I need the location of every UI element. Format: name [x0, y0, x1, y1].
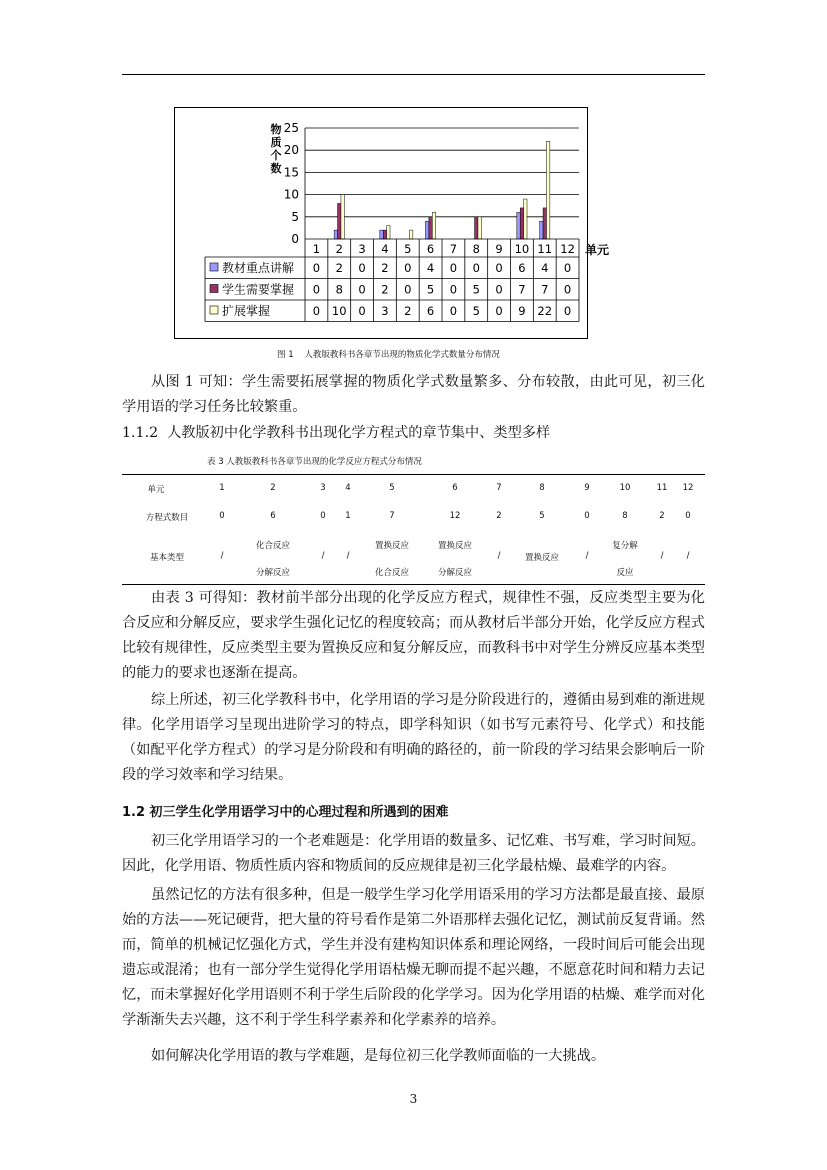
x-tick-label: 9 — [495, 242, 503, 256]
y-axis-label-char: 数 — [270, 162, 282, 175]
section-heading-1-2: 1.2 初三学生化学用语学习中的心理过程和所遇到的困难 — [122, 805, 449, 820]
y-tick-label: 20 — [283, 143, 299, 158]
x-tick-label: 8 — [472, 242, 480, 256]
table-cell: 0 — [320, 511, 326, 521]
data-label: 0 — [563, 261, 572, 275]
y-tick-label: 25 — [283, 121, 299, 135]
bar — [475, 217, 478, 239]
table-cell: 置换反应 — [437, 541, 473, 551]
data-label: 0 — [358, 304, 366, 318]
table-cell: 0 — [219, 511, 225, 521]
table-header-cell: 3 — [320, 483, 326, 493]
table-cell: 分解反应 — [255, 568, 291, 578]
data-label: 0 — [449, 282, 458, 297]
data-label: 22 — [537, 304, 553, 318]
table-cell: 5 — [539, 511, 545, 521]
legend-swatch — [210, 306, 218, 314]
table-header-cell: 8 — [539, 483, 545, 493]
bar — [425, 221, 428, 239]
paragraph-4: 初三化学用语学习的一个老难题是：化学用语的数量多、记忆难、书写难，学习时间短。因此，化学用语、物质性质内容和物质间的反应规律是初三化学最枯燥、最难学的内容。 — [122, 833, 705, 874]
table-cell: 7 — [389, 511, 395, 521]
table-cell: 化合反应 — [255, 541, 291, 551]
data-label: 0 — [495, 282, 503, 297]
x-tick-label: 10 — [514, 242, 530, 256]
x-tick-label: 11 — [537, 242, 553, 256]
paragraph-1: 从图 1 可知：学生需要拓展掌握的物质化学式数量繁多、分布较散，由此可见，初三化学用语的学习任务比较繁重。 — [122, 374, 705, 415]
data-label: 6 — [426, 304, 435, 318]
data-label: 0 — [404, 261, 412, 275]
legend-label: 学生需要掌握 — [222, 282, 295, 297]
table-top-rule — [122, 474, 705, 475]
table-cell: 6 — [270, 511, 276, 521]
data-label: 6 — [518, 261, 526, 275]
table-cell: 分解反应 — [437, 568, 473, 578]
bar — [338, 203, 341, 239]
paragraph-3: 综上所述，初三化学教科书中，化学用语的学习是分阶段进行的，遵循由易到难的渐进规律。化学用语学习呈现出进阶学习的特点，即学科知识（如书写元素符号、化学式）和技能（如配平化学方程式）的学习是分阶段和有明确的路径的，前一阶段的学习结果会影响后一阶段的学习效率和学习结果。 — [122, 692, 705, 783]
table-cell: / — [220, 551, 224, 561]
table-cell: 2 — [659, 511, 665, 521]
data-label: 4 — [426, 261, 435, 275]
table-header-cell: 10 — [619, 483, 631, 493]
table-header-cell: 12 — [682, 483, 694, 493]
table-cell: 0 — [584, 511, 590, 521]
data-label: 0 — [472, 261, 480, 275]
data-label: 10 — [331, 304, 347, 318]
bar — [546, 141, 549, 239]
table-cell: 复分解 — [612, 541, 638, 551]
data-label: 0 — [495, 261, 503, 275]
legend-swatch — [210, 285, 218, 293]
table-cell: / — [660, 551, 664, 561]
data-label: 4 — [541, 261, 549, 275]
bar — [524, 199, 527, 239]
x-tick-label: 1 — [312, 242, 321, 256]
table-header-cell: 9 — [584, 483, 590, 493]
data-label: 2 — [404, 304, 412, 318]
data-label: 0 — [312, 304, 321, 318]
data-label: 3 — [381, 304, 389, 318]
table-row-label: 基本类型 — [149, 553, 185, 563]
figure-1-chart — [0, 0, 827, 345]
data-label: 0 — [404, 282, 412, 297]
table-header-cell: 5 — [389, 483, 395, 493]
bar — [432, 212, 435, 239]
y-axis-label-char: 物 — [270, 123, 282, 136]
table-cell: / — [686, 551, 690, 561]
data-label: 7 — [518, 282, 526, 297]
table-cell: 置换反应 — [524, 553, 560, 563]
table-header-label: 单元 — [147, 485, 165, 495]
bar — [387, 226, 390, 239]
data-label: 0 — [312, 261, 321, 275]
y-tick-label: 10 — [283, 187, 299, 202]
data-label: 0 — [449, 261, 458, 275]
table-header-cell: 4 — [345, 483, 351, 493]
bar — [540, 221, 543, 239]
figure-caption: 图 1 人教版教科书各章节出现的物质化学式数量分布情况 — [277, 350, 500, 360]
data-label: 5 — [472, 282, 480, 297]
table-3-caption: 表 3 人教版教科书各章节出现的化学反应方程式分布情况 — [207, 457, 422, 467]
bar — [543, 208, 546, 239]
paragraph-6: 如何解决化学用语的教与学难题，是每位初三化学教师面临的一大挑战。 — [151, 1048, 606, 1064]
table-bottom-rule — [122, 584, 705, 585]
table-cell: / — [585, 551, 589, 561]
data-label: 0 — [563, 282, 572, 297]
data-label: 0 — [358, 282, 366, 297]
x-tick-label: 2 — [335, 242, 343, 256]
legend-swatch — [210, 263, 218, 271]
table-cell: 置换反应 — [374, 541, 410, 551]
y-axis-label-char: 个 — [270, 149, 282, 162]
x-axis-label: 单元 — [585, 243, 610, 257]
x-tick-label: 12 — [560, 242, 575, 256]
data-label: 0 — [563, 304, 572, 318]
data-label: 9 — [518, 304, 526, 318]
table-cell: 化合反应 — [374, 568, 410, 578]
x-tick-label: 6 — [426, 242, 435, 256]
y-tick-label: 0 — [291, 232, 299, 246]
data-label: 7 — [541, 282, 549, 297]
data-label: 5 — [472, 304, 480, 318]
data-label: 5 — [426, 282, 435, 297]
table-cell: 12 — [449, 511, 461, 521]
data-label: 0 — [358, 261, 366, 275]
table-cell: / — [321, 551, 325, 561]
legend-label: 扩展掌握 — [222, 304, 271, 318]
x-tick-label: 5 — [404, 242, 412, 256]
data-label: 2 — [381, 282, 389, 297]
table-cell: / — [497, 551, 501, 561]
bar — [520, 208, 523, 239]
y-tick-label: 15 — [283, 165, 299, 180]
bar — [409, 230, 412, 239]
data-label: 0 — [312, 282, 321, 297]
data-label: 2 — [381, 261, 389, 275]
table-cell: 0 — [685, 511, 691, 521]
bar — [383, 230, 386, 239]
data-label: 0 — [449, 304, 458, 318]
data-label: 8 — [335, 282, 343, 297]
legend-label: 教材重点讲解 — [222, 261, 295, 275]
table-header-cell: 2 — [270, 483, 276, 493]
table-row-label: 方程式数目 — [145, 513, 189, 523]
table-header-cell: 11 — [656, 483, 668, 493]
y-axis-label-char: 质 — [270, 136, 282, 149]
x-tick-label: 4 — [381, 242, 389, 256]
paragraph-5: 虽然记忆的方法有很多种，但是一般学生学习化学用语采用的学习方法都是最直接、最原始的方法——死记硬背，把大量的符号看作是第二外语那样去强化记忆，测试前反复背诵。然而，简单的机械记忆强化方式，学生并没有建构知识体系和理论网络，一段时间后可能会出现遗忘或混淆；也有一部分学生觉得化学用语枯燥无聊而提不起兴趣，不愿意花时间和精力去记忆，而未掌握好化学用语则不利于学生后阶段的化学学习。因为化学用语的枯燥、难学而对化学渐渐失去兴趣，这不利于学生科学素养和化学素养的培养。 — [122, 887, 705, 1028]
x-tick-label: 3 — [358, 242, 366, 256]
data-label: 2 — [335, 261, 343, 275]
bar — [478, 217, 481, 239]
bar — [429, 217, 432, 239]
bar — [334, 230, 337, 239]
data-label: 0 — [495, 304, 503, 318]
table-cell: / — [346, 551, 350, 561]
section-heading-1-1-2: 1.1.2 人教版初中化学教科书出现化学方程式的章节集中、类型多样 — [122, 425, 551, 441]
table-cell: 1 — [345, 511, 351, 521]
table-header-cell: 6 — [452, 483, 458, 493]
table-cell: 2 — [496, 511, 502, 521]
bar — [517, 212, 520, 239]
bar — [380, 230, 383, 239]
x-tick-label: 7 — [449, 242, 458, 256]
table-header-cell: 7 — [496, 483, 502, 493]
paragraph-2: 由表 3 可得知：教材前半部分出现的化学反应方程式，规律性不强，反应类型主要为化合反应和分解反应，要求学生强化记忆的程度较高；而从教材后半部分开始，化学反应方程式比较有规律性，反应类型主要为置换反应和复分解反应，而教科书中对学生分辨反应基本类型的能力的要求也逐渐在提高。 — [122, 590, 705, 681]
y-tick-label: 5 — [291, 209, 299, 224]
table-header-cell: 1 — [219, 483, 225, 493]
page-number: 3 — [409, 1092, 418, 1106]
bar — [341, 195, 344, 239]
table-cell: 8 — [622, 511, 628, 521]
table-cell: 反应 — [616, 568, 634, 578]
